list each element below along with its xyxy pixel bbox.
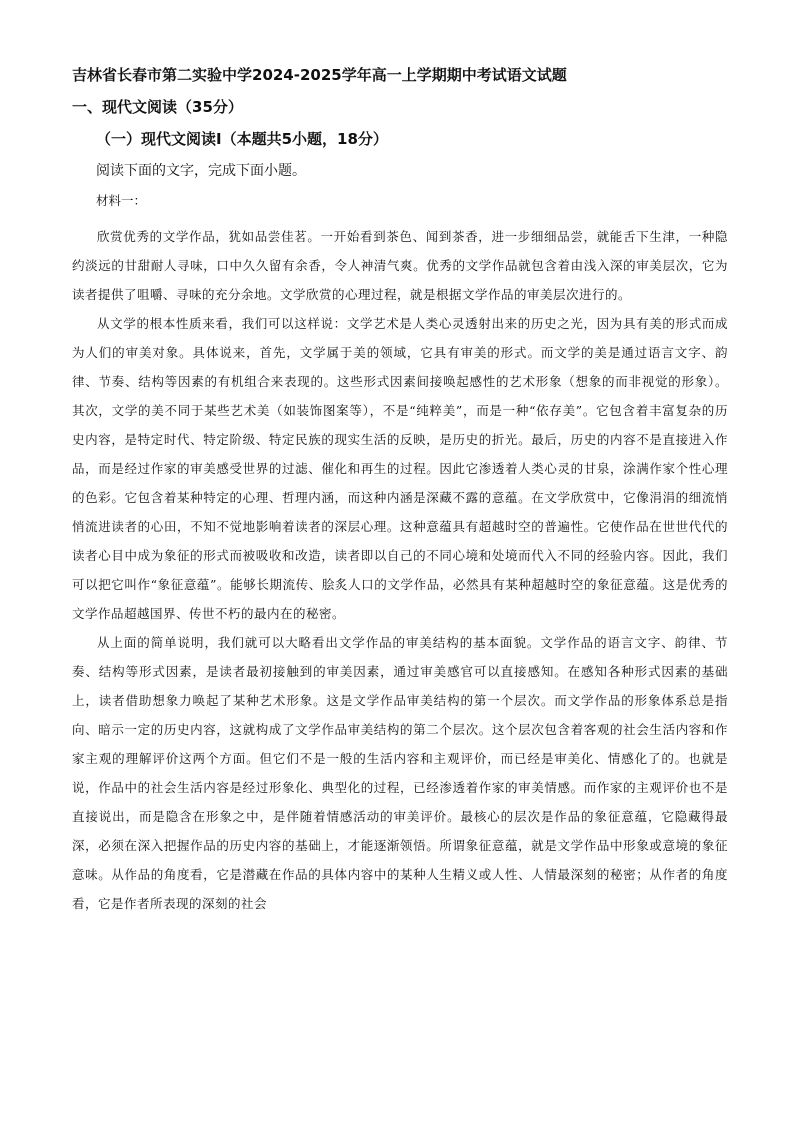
- section-heading: 一、现代文阅读（35分）: [72, 98, 243, 116]
- document-title: 吉林省长春市第二实验中学2024-2025学年高一上学期期中考试语文试题: [72, 66, 567, 84]
- paragraph-3: 从上面的简单说明，我们就可以大略看出文学作品的审美结构的基本面貌。文学作品的语言文字、韵律、节奏、结构等形式因素，是读者最初接触到的审美因素，通过审美感官可以直接感知。在感知各种形式因素的基础上，读者借助想象力唤起了某种艺术形象。这是文学作品审美结构的第一个层次。而文学作品的形象体系总是指向、暗示一定的历史内容，这就构成了文学作品审美结构的第二个层次。这个层次包含着客观的社会生活内容和作家主观的理解评价这两个方面。但它们不是一般的生活内容和主观评价，而已经是审美化、情感化了的。也就是说，作品中的社会生活内容是经过形象化、典型化的过程，已经渗透着作家的审美情感。而作家的主观评价也不是直接说出，而是隐含在形象之中，是伴随着情感活动的审美评价。最核心的层次是作品的象征意蕴，它隐藏得最深，必须在深入把握作品的历史内容的基础上，才能逐渐领悟。所谓象征意蕴，就是文学作品中形象或意境的象征意味。从作品的角度看，它是潜藏在作品的具体内容中的某种人生精义或人性、人情最深刻的秘密；从作者的角度看，它是作者所表现的深刻的社会: [72, 635, 728, 911]
- subsection-heading: （一）现代文阅读Ⅰ（本题共5小题，18分）: [96, 130, 388, 148]
- reading-instruction: 阅读下面的文字，完成下面小题。: [96, 163, 306, 179]
- paragraph-1: 欣赏优秀的文学作品，犹如品尝佳茗。一开始看到茶色、闻到茶香，进一步细细品尝，就能舌下生津，一种隐约淡远的甘甜耐人寻味，口中久久留有余香，令人神清气爽。优秀的文学作品就包含着由浅入深的审美层次，它为读者提供了咀嚼、寻味的充分余地。文学欣赏的心理过程，就是根据文学作品的审美层次进行的。: [72, 229, 728, 302]
- material-label: 材料一：: [96, 193, 147, 208]
- paragraph-2: 从文学的根本性质来看，我们可以这样说：文学艺术是人类心灵透射出来的历史之光，因为具有美的形式而成为人们的审美对象。具体说来，首先，文学属于美的领域，它具有审美的形式。而文学的美是通过语言文字、韵律、节奏、结构等因素的有机组合来表现的。这些形式因素间接唤起感性的艺术形象（想象的而非视觉的形象）。其次，文学的美不同于某些艺术美（如装饰图案等），不是“纯粹美”，而是一种“依存美”。它包含着丰富复杂的历史内容，是特定时代、特定阶级、特定民族的现实生活的反映，是历史的折光。最后，历史的内容不是直接进入作品，而是经过作家的审美感受世界的过滤、催化和再生的过程。因此它渗透着人类心灵的甘泉，涂满作家个性心理的色彩。它包含着某种特定的心理、哲理内涵，而这种内涵是深藏不露的意蕴。在文学欣赏中，它像涓涓的细流悄悄流进读者的心田，不知不觉地影响着读者的深层心理。这种意蕴具有超越时空的普遍性。它使作品在世世代代的读者心目中成为象征的形式而被吸收和改造，读者即以自己的不同心境和处境而代入不同的经验内容。因此，我们可以把它叫作“象征意蕴”。能够长期流传、脍炙人口的文学作品，必然具有某种超越时空的象征意蕴。这是优秀的文学作品超越国界、传世不朽的最内在的秘密。: [72, 316, 728, 621]
- article-body: [72, 222, 728, 918]
